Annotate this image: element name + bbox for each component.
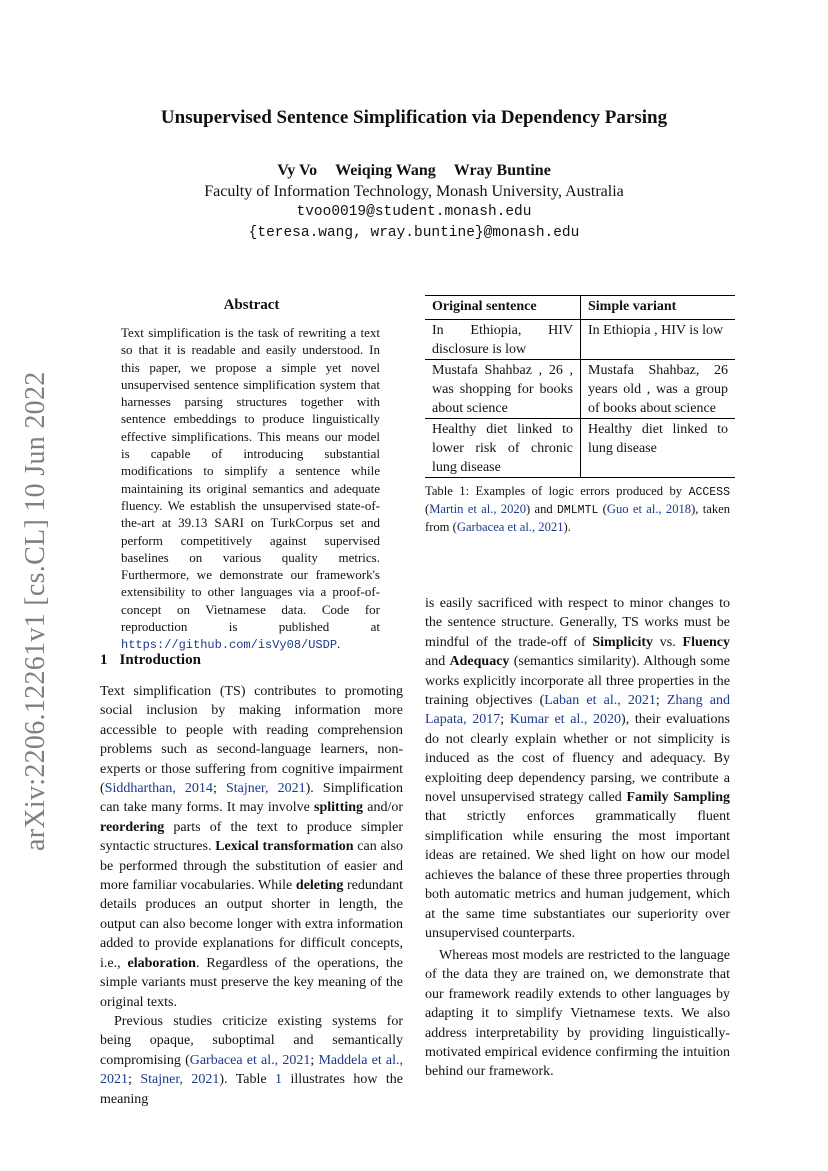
paragraph [425, 594, 730, 943]
bold-term: deleting [295, 878, 344, 894]
table-cell: Healthy diet linked to lung disease [581, 419, 736, 478]
abstract-text [121, 324, 380, 655]
citation-link[interactable]: Garbacea et al., 2021 [456, 520, 564, 534]
column-header: Simple variant [581, 296, 736, 320]
citation-link[interactable]: Garbacea et al., 2021 [189, 1052, 311, 1068]
right-column-body [425, 594, 730, 943]
section-heading [100, 652, 213, 669]
table-cell: Mustafa Shahbaz, 26 years old , was a group of books about science [581, 360, 736, 419]
text: ). Table [219, 1072, 276, 1088]
bold-term: Fluency [682, 634, 730, 650]
bold-term: Adequacy [449, 654, 510, 670]
abstract-body: Text simplification is the task of rewriting a text so that it is readable and easily understood. In this paper, we propose a simple yet novel unsupervised sentence simplification system that harnesses parsing structures together with sentence embeddings to produce linguistically effective simplifications. This means our model is capable of introducing substantial modifications to simplify a sentence while maintaining its original semantics and adequate fluency. We establish the unsupervised state-of-the-art at 39.13 SARI on TurkCorpus set and perform competitively against supervised baselines on various quality metrics. Furthermore, we demonstrate our framework's extensibility to other languages via a proof-of-concept on Vietnamese data. Code for reproduction is published at [121, 325, 380, 635]
table-1 [425, 295, 735, 478]
bold-term: Lexical transformation [215, 839, 354, 855]
citation-link[interactable]: Guo et al., 2018 [606, 502, 692, 516]
citation-link[interactable]: Stajner, 2021 [140, 1072, 220, 1088]
text: and [530, 502, 557, 516]
bold-term: reordering [100, 819, 165, 835]
table-row [425, 360, 735, 419]
text: ; [212, 781, 226, 797]
text: ; [128, 1072, 141, 1088]
text: parts of the text to produce simpler syntactic structures. [100, 819, 403, 855]
author-name: Wray Buntine [453, 162, 551, 179]
text: ), their evaluations do not clearly explain whether or not simplicity is induced as the cost of fluency and adequacy. By exploiting deep dependency parsing, we contribute a novel unsupervised strategy called [425, 712, 731, 806]
text: illustrates how the meaning [100, 1072, 403, 1107]
citation-link[interactable]: Martin et al., 2020 [429, 502, 526, 516]
table-row [425, 419, 735, 478]
table-cell: In Ethiopia , HIV is low [581, 320, 736, 360]
citation-link[interactable]: Maddela et al., 2021 [100, 1052, 403, 1088]
abstract-end: . [337, 636, 341, 652]
table-caption: Table 1: Examples of logic errors produced by ACCESS (Martin et al., 2020) and DMLMTL (Guo et al., 2018), taken from (Garbacea et al., 2021). [425, 484, 731, 534]
abstract-heading: Abstract [223, 297, 280, 313]
citation-link[interactable]: Kumar et al., 2020 [509, 712, 622, 728]
text: ; [655, 693, 667, 709]
text: Previous studies criticize existing systems for being opaque, suboptimal and semantically compromising ( [100, 1013, 403, 1068]
table-header-row [425, 296, 735, 320]
text: that strictly enforces grammatically fluent simplification while ensuring the most important ideas are retained. We shed light on how our model achieves the balance of these three properties through both automatic metrics and human judgement, which at the same time substantiates our superiority over unsupervised counterparts. [425, 809, 730, 941]
section-number: 1 [100, 652, 108, 668]
text: can also be performed through the substitution of easier and more familiar vocabularies. While [100, 839, 404, 894]
system-name: ACCESS [688, 486, 730, 499]
text: ). [563, 520, 571, 534]
left-column-body [100, 682, 403, 1109]
author-email-group[interactable]: {teresa.wang, wray.buntine}@monash.edu [248, 225, 580, 241]
section-title: Introduction [119, 652, 201, 668]
table-cell: In Ethiopia, HIV disclosure is low [425, 320, 581, 360]
author-block [100, 160, 728, 244]
text: . Regardless of the operations, the simple variants must preserve the key meaning of the original texts. [100, 955, 403, 1010]
text: ; [310, 1052, 319, 1068]
table-row [425, 320, 735, 360]
author-names [100, 160, 728, 181]
paper-title: Unsupervised Sentence Simplification via Dependency Parsing [160, 107, 668, 128]
paragraph: Whereas most models are restricted to the language of the data they are trained on, we demonstrate that our framework readily extends to other languages by adapting it to simplify Vietnamese texts. We also address interpretability by providing linguistically-motivated empirical evidence confirming the intuition behind our framework. [425, 948, 730, 1080]
author-name: Vy Vo [277, 162, 318, 179]
affiliation: Faculty of Information Technology, Monash University, Australia [204, 183, 624, 200]
text: ; [500, 712, 510, 728]
text: and [425, 654, 450, 670]
text: , taken from [425, 502, 731, 534]
text: Table 1: Examples of logic errors produced by [425, 484, 689, 498]
text: and/or [363, 800, 403, 816]
table-ref-link[interactable]: 1 [275, 1072, 283, 1088]
right-column-body-2 [425, 946, 730, 1082]
text: ). Simplification can take many forms. It may involve [100, 781, 404, 816]
text: is easily sacrificed with respect to minor changes to the sentence structure. Generally, TS works must be mindful of the trade-off of [425, 596, 730, 650]
bold-term: splitting [314, 800, 364, 816]
text: (semantics similarity). Although some works explicitly incorporate all three properties in the training objectives ( [425, 654, 730, 709]
text: redundant details produces an output shorter in length, the output can also become longer with extra information added to provide explanations for difficult concepts, i.e., [100, 878, 403, 971]
bold-term: Family Sampling [626, 790, 731, 806]
bold-term: elaboration [127, 955, 196, 971]
author-name: Weiqing Wang [335, 162, 436, 179]
code-link[interactable]: https://github.com/isVy08/USDP [121, 638, 338, 653]
table-cell: Healthy diet linked to lower risk of chronic lung disease [425, 419, 581, 478]
citation-link[interactable]: Laban et al., 2021 [544, 693, 656, 709]
text: Text simplification (TS) contributes to promoting social inclusion by making information more accessible to people with reading comprehension problems such as second-language learners, non-experts or those suffering from cognitive impairment ( [100, 684, 403, 797]
citation-link[interactable]: Stajner, 2021 [225, 781, 306, 797]
citation-link[interactable]: Zhang and Lapata, 2017 [425, 693, 731, 728]
paragraph [100, 682, 403, 1012]
bold-term: Simplicity [592, 634, 654, 650]
citation-link[interactable]: Siddharthan, 2014 [104, 781, 213, 797]
author-email[interactable]: tvoo0019@student.monash.edu [296, 204, 532, 220]
paragraph [100, 1012, 403, 1109]
column-header: Original sentence [425, 296, 581, 320]
arxiv-stamp: arXiv:2206.12261v1 [cs.CL] 10 Jun 2022 [20, 371, 51, 851]
table-cell: Mustafa Shahbaz , 26 , was shopping for books about science [425, 360, 581, 419]
system-name: DMLMTL [556, 504, 599, 517]
text: vs. [653, 634, 683, 650]
